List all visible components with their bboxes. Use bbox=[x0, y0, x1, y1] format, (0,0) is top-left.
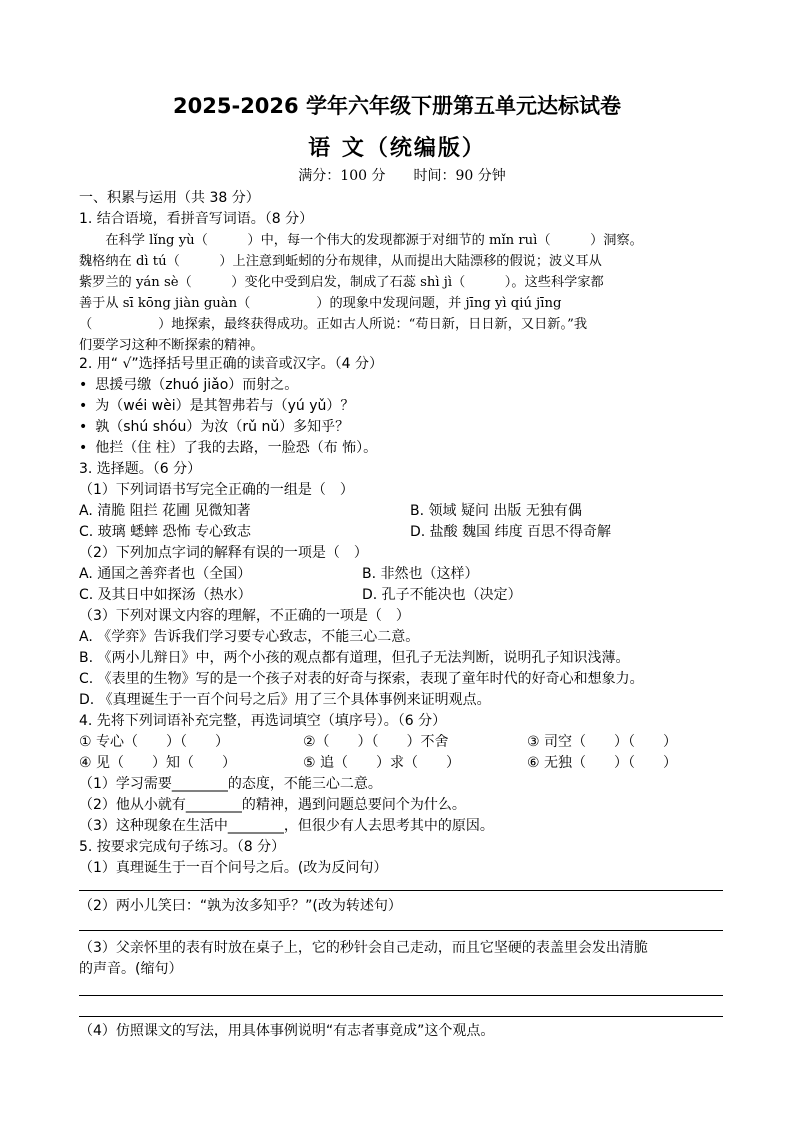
sentence-task: （1）真理诞生于一百个问号之后。(改为反问句） bbox=[79, 860, 388, 876]
option-c: C. 及其日中如探汤（热水） bbox=[79, 587, 252, 603]
passage-line: 魏格纳在 dì tú（ ）上注意到蚯蚓的分布规律，从而提出大陆漂移的假说；波义耳从 bbox=[79, 254, 602, 269]
option-a: A. 清脆 阻拦 花圃 见微知著 bbox=[79, 503, 251, 519]
passage-line: 善于从 sī kōng jiàn guàn（ ）的现象中发现问题，并 jīng yì qiú jīng bbox=[79, 296, 562, 311]
exam-subtitle: 语 文（统编版） bbox=[308, 136, 486, 161]
option-row bbox=[79, 522, 725, 542]
passage-line: 们要学习这种不断探索的精神。 bbox=[79, 338, 264, 353]
sentence-task-continued: 的声音。(缩句） bbox=[79, 961, 183, 977]
option-a: A. 通国之善弈者也（全国） bbox=[79, 566, 252, 582]
sentence-task: （3）父亲怀里的表有时放在桌子上，它的秒针会自己走动，而且它坚硬的表盖里会发出清脆 bbox=[79, 940, 648, 956]
question-3-sub2: （2）下列加点字词的解释有误的一项是（ ） bbox=[79, 545, 368, 561]
answer-line bbox=[79, 890, 723, 891]
word-row bbox=[79, 753, 725, 773]
sentence-task: （2）两小儿笑曰：“孰为汝多知乎？”(改为转述句） bbox=[79, 898, 402, 914]
passage-line: （ ）地探索，最终获得成功。正如古人所说：“苟日新，日日新，又日新。”我 bbox=[79, 317, 588, 332]
question-3-stem: 3. 选择题。（6 分） bbox=[79, 461, 202, 477]
question-2-stem: 2. 用“ √”选择括号里正确的读音或汉字。（4 分） bbox=[79, 356, 384, 372]
option-c: C. 《表里的生物》写的是一个孩子对表的好奇与探索，表现了童年时代的好奇心和想象力。 bbox=[79, 671, 644, 687]
question-2-item: • 他拦（住 柱）了我的去路，一脸恐（布 怖）。 bbox=[79, 438, 725, 458]
option-d: D. 盐酸 魏国 纬度 百思不得奇解 bbox=[410, 524, 612, 540]
question-1-stem: 1. 结合语境，看拼音写词语。（8 分） bbox=[79, 211, 314, 227]
option-row bbox=[79, 501, 725, 521]
word-item: ③ 司空（ ）（ ） bbox=[527, 734, 678, 750]
word-row bbox=[79, 732, 725, 752]
option-c: C. 玻璃 蟋蟀 恐怖 专心致志 bbox=[79, 524, 252, 540]
question-3-sub1: （1）下列词语书写完全正确的一组是（ ） bbox=[79, 482, 354, 498]
option-row bbox=[79, 564, 725, 584]
exam-meta: 满分：100 分 时间：90 分钟 bbox=[298, 168, 506, 184]
fill-blank: （3）这种现象在生活中________，但很少有人去思考其中的原因。 bbox=[79, 818, 494, 834]
option-d: D. 孔子不能决也（决定） bbox=[362, 587, 522, 603]
word-item: ⑥ 无独（ ）（ ） bbox=[527, 755, 678, 771]
option-b: B. 非然也（这样） bbox=[362, 566, 479, 582]
word-item: ④ 见（ ）知（ ） bbox=[79, 755, 237, 771]
option-a: A. 《学弈》告诉我们学习要专心致志，不能三心二意。 bbox=[79, 629, 420, 645]
word-item: ① 专心（ ）（ ） bbox=[79, 734, 230, 750]
fill-blank: （1）学习需要________的态度，不能三心二意。 bbox=[79, 776, 382, 792]
question-2-item: • 孰（shú shóu）为汝（rǔ nǔ）多知乎？ bbox=[79, 417, 725, 437]
question-5-stem: 5. 按要求完成句子练习。（8 分） bbox=[79, 839, 286, 855]
option-b: B. 《两小儿辩日》中，两个小孩的观点都有道理，但孔子无法判断，说明孔子知识浅薄。 bbox=[79, 650, 630, 666]
option-d: D. 《真理诞生于一百个问号之后》用了三个具体事例来证明观点。 bbox=[79, 692, 491, 708]
fill-blank: （2）他从小就有________的精神，遇到问题总要问个为什么。 bbox=[79, 797, 466, 813]
section-heading: 一、积累与运用（共 38 分） bbox=[79, 190, 260, 206]
option-row bbox=[79, 585, 725, 605]
word-item: ②（ ）（ ）不舍 bbox=[303, 734, 449, 750]
exam-title: 2025-2026 学年六年级下册第五单元达标试卷 bbox=[173, 94, 621, 118]
passage-line: 紫罗兰的 yán sè（ ）变化中受到启发，制成了石蕊 shì jì（ ）。这些科学家都 bbox=[79, 275, 604, 290]
sentence-task: （4）仿照课文的写法，用具体事例说明“有志者事竟成”这个观点。 bbox=[79, 1023, 495, 1039]
question-4-stem: 4. 先将下列词语补充完整，再选词填空（填序号）。（6 分） bbox=[79, 713, 447, 729]
answer-line bbox=[79, 930, 723, 931]
option-b: B. 领域 疑问 出版 无独有偶 bbox=[410, 503, 582, 519]
passage-line: 在科学 lǐng yù（ ）中，每一个伟大的发现都源于对细节的 mǐn ruì（ ）洞察。 bbox=[79, 233, 643, 248]
answer-line bbox=[79, 1016, 723, 1017]
word-item: ⑤ 追（ ）求（ ） bbox=[303, 755, 461, 771]
question-2-item: • 思援弓缴（zhuó jiǎo）而射之。 bbox=[79, 375, 725, 395]
answer-line bbox=[79, 995, 723, 996]
question-2-item: • 为（wéi wèi）是其智弗若与（yú yǔ）？ bbox=[79, 396, 725, 416]
question-1-passage bbox=[79, 230, 725, 356]
question-3-sub3: （3）下列对课文内容的理解，不正确的一项是（ ） bbox=[79, 608, 410, 624]
